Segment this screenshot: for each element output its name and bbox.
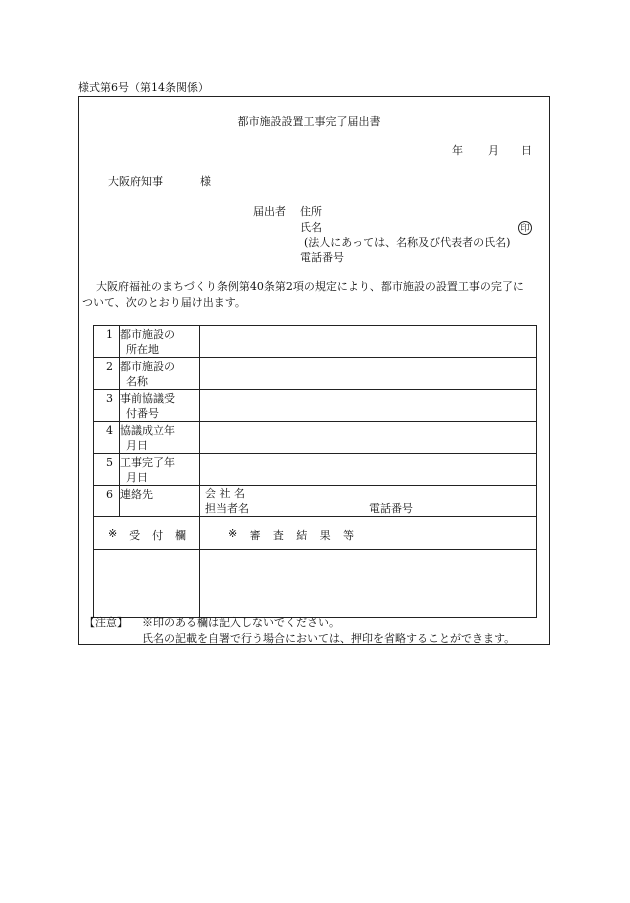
form-number: 様式第6号（第14条関係） (78, 81, 209, 94)
body-line-2: ついて、次のとおり届け出ます。 (82, 296, 246, 309)
notes-label: 【注意】 (84, 616, 128, 629)
notifier-name: 氏名 (300, 221, 322, 234)
row-number: 1 (106, 328, 113, 341)
notifier-phone: 電話番号 (300, 251, 344, 264)
row-label-line1: 協議成立年 (120, 424, 175, 437)
table-row (94, 486, 537, 517)
document-title: 都市施設設置工事完了届出書 (237, 115, 381, 128)
notes-line-2: 氏名の記載を自署で行う場合においては、押印を省略することができます。 (142, 632, 516, 645)
contact-label: 連絡先 (120, 488, 153, 501)
location-field[interactable] (200, 326, 537, 358)
row-label-line2: 所在地 (126, 343, 159, 356)
company-label: 会 社 名 (205, 487, 245, 500)
row-label-line1: 事前協議受 (120, 392, 175, 405)
person-label: 担当者名 (205, 502, 249, 515)
addressee-honorific: 様 (200, 175, 211, 188)
reception-field (94, 550, 200, 618)
row-label-line2: 月日 (126, 471, 148, 484)
notifier-address: 住所 (300, 205, 322, 218)
row-label-line1: 都市施設の (120, 328, 175, 341)
notifier-label: 届出者 (253, 205, 286, 218)
facility-name-field[interactable] (200, 358, 537, 390)
date-year: 年 (452, 144, 463, 157)
table-row (94, 521, 537, 550)
consultation-number-field[interactable] (200, 390, 537, 422)
review-header: ※ 審 査 結 果 等 (228, 526, 354, 542)
row-number: 5 (106, 456, 113, 469)
body-line-1: 大阪府福祉のまちづくり条例第40条第2項の規定により、都市施設の設置工事の完了に (96, 280, 524, 293)
row-label-line2: 付番号 (126, 407, 159, 420)
completion-date-field[interactable] (200, 454, 537, 486)
contact-phone-label: 電話番号 (369, 502, 413, 515)
row-number: 3 (106, 392, 113, 405)
row-label-line1: 工事完了年 (120, 456, 175, 469)
row-label-line1: 都市施設の (120, 360, 175, 373)
contact-field[interactable] (200, 486, 537, 517)
notes-line-1: ※印のある欄は記入しないでください。 (142, 616, 340, 629)
row-label-line2: 名称 (126, 375, 148, 388)
seal-icon: 印 (518, 221, 532, 235)
agreement-date-field[interactable] (200, 422, 537, 454)
row-number: 2 (106, 360, 113, 373)
table-row (94, 422, 537, 454)
table-row (94, 358, 537, 390)
table-row (94, 454, 537, 486)
row-number: 6 (106, 488, 113, 501)
date-month: 月 (488, 144, 499, 157)
table-row (94, 390, 537, 422)
row-number: 4 (106, 424, 113, 437)
addressee-name: 大阪府知事 (108, 175, 163, 188)
reception-header: ※ 受 付 欄 (108, 526, 186, 542)
date-day: 日 (521, 144, 532, 157)
form-table (93, 325, 537, 618)
table-row (94, 326, 537, 358)
review-field (200, 550, 537, 618)
row-label-line2: 月日 (126, 439, 148, 452)
corp-note: (法人にあっては、名称及び代表者の氏名) (304, 236, 511, 249)
table-row (94, 550, 537, 618)
